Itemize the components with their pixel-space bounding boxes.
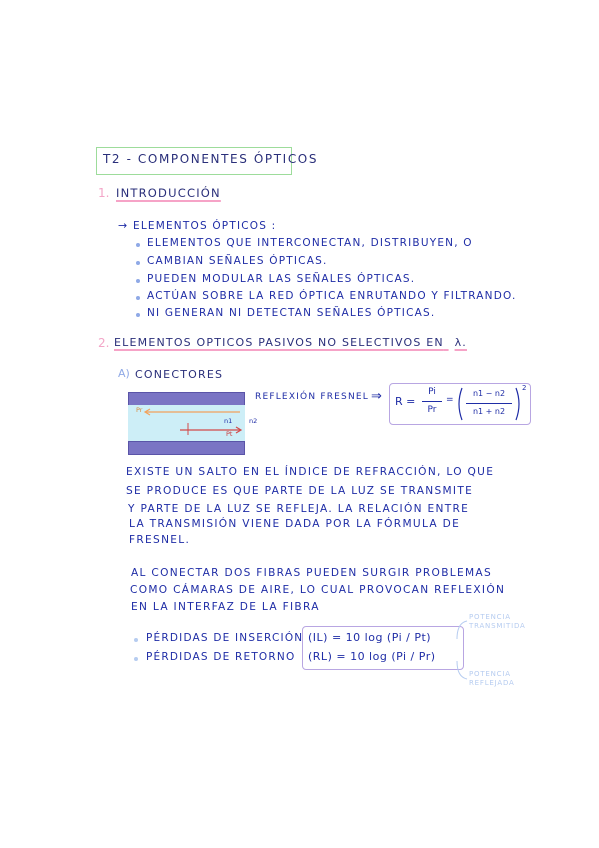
intro-heading: ELEMENTOS ÓPTICOS : — [133, 220, 277, 232]
r-symbol: R = — [395, 395, 416, 408]
fraction-2-numerator: n1 − n2 — [472, 389, 506, 398]
subsection-a-title: CONECTORES — [135, 368, 224, 381]
bullet-icon — [136, 261, 140, 265]
n2-label: n2 — [249, 417, 258, 425]
fresnel-formula-box — [389, 383, 531, 425]
transmitted-note-line: TRANSMITIDA — [469, 622, 526, 630]
list-item: CAMBIAN SEÑALES ÓPTICAS. — [147, 255, 328, 267]
list-item: NI GENERAN NI DETECTAN SEÑALES ÓPTICAS. — [147, 307, 436, 319]
paragraph-2-line: AL CONECTAR DOS FIBRAS PUEDEN SURGIR PROBLEMAS — [131, 567, 492, 579]
paragraph-1-line: LA TRANSMISIÓN VIENE DADA POR LA FÓRMULA DE — [129, 518, 461, 530]
reflected-note-line: POTENCIA — [469, 670, 511, 678]
lambda-symbol: λ. — [454, 336, 467, 349]
paragraph-1-line: EXISTE UN SALTO EN EL ÍNDICE DE REFRACCIÓN, LO QUE — [126, 466, 495, 478]
bullet-icon — [134, 638, 138, 642]
section-1-number: 1. — [98, 186, 110, 200]
fraction-1-denominator: Pr — [427, 405, 437, 415]
return-loss-label: PÉRDIDAS DE RETORNO — [146, 651, 296, 663]
insertion-loss-label: PÉRDIDAS DE INSERCIÓN — [146, 632, 304, 644]
pr-label: Pr — [136, 406, 143, 414]
bullet-icon — [134, 657, 138, 661]
list-item: PUEDEN MODULAR LAS SEÑALES ÓPTICAS. — [147, 273, 416, 285]
exponent: 2 — [522, 384, 527, 392]
list-item: ACTÚAN SOBRE LA RED ÓPTICA ENRUTANDO Y FILTRANDO. — [147, 290, 517, 302]
section-2-title — [114, 336, 467, 349]
list-item: ELEMENTOS QUE INTERCONECTAN, DISTRIBUYEN, O — [147, 237, 473, 249]
reflected-note-line: REFLEJADA — [469, 679, 515, 687]
fraction-1-line — [422, 401, 442, 402]
section-1-title: INTRODUCCIÓN — [116, 186, 221, 200]
return-loss-formula: (RL) = 10 log (Pi / Pr) — [308, 650, 436, 663]
fresnel-label: REFLEXIÓN FRESNEL — [255, 392, 369, 402]
paragraph-2-line: COMO CÁMARAS DE AIRE, LO CUAL PROVOCAN REFLEXIÓN — [130, 584, 506, 596]
subsection-a-label: A) — [118, 367, 130, 380]
pt-label: Pt — [226, 430, 233, 438]
arrow-icon: → — [118, 219, 129, 232]
n1-label: n1 — [224, 417, 233, 425]
fraction-1-numerator: Pi — [428, 387, 436, 397]
paragraph-1-line: Y PARTE DE LA LUZ SE REFLEJA. LA RELACIÓN ENTRE — [128, 503, 470, 515]
bullet-icon — [136, 296, 140, 300]
fraction-2-denominator: n1 + n2 — [472, 407, 506, 416]
paragraph-1-line: SE PRODUCE ES QUE PARTE DE LA LUZ SE TRANSMITE — [126, 485, 474, 497]
implies-arrow: ⇒ — [371, 389, 382, 404]
section-2-number: 2. — [98, 336, 110, 350]
paragraph-2-line: EN LA INTERFAZ DE LA FIBRA — [131, 601, 320, 613]
paragraph-1-line: FRESNEL. — [129, 534, 191, 546]
bullet-icon — [136, 243, 140, 247]
fraction-2-line — [466, 403, 512, 404]
fiber-diagram — [128, 392, 245, 455]
bullet-icon — [136, 313, 140, 317]
transmitted-note-line: POTENCIA — [469, 613, 511, 621]
page-title: T2 - COMPONENTES ÓPTICOS — [103, 152, 319, 166]
insertion-loss-formula: (IL) = 10 log (Pi / Pt) — [308, 631, 432, 644]
bullet-icon — [136, 279, 140, 283]
equals-sign: = — [446, 395, 454, 405]
section-2-title-text: ELEMENTOS OPTICOS PASIVOS NO SELECTIVOS EN — [114, 336, 444, 349]
